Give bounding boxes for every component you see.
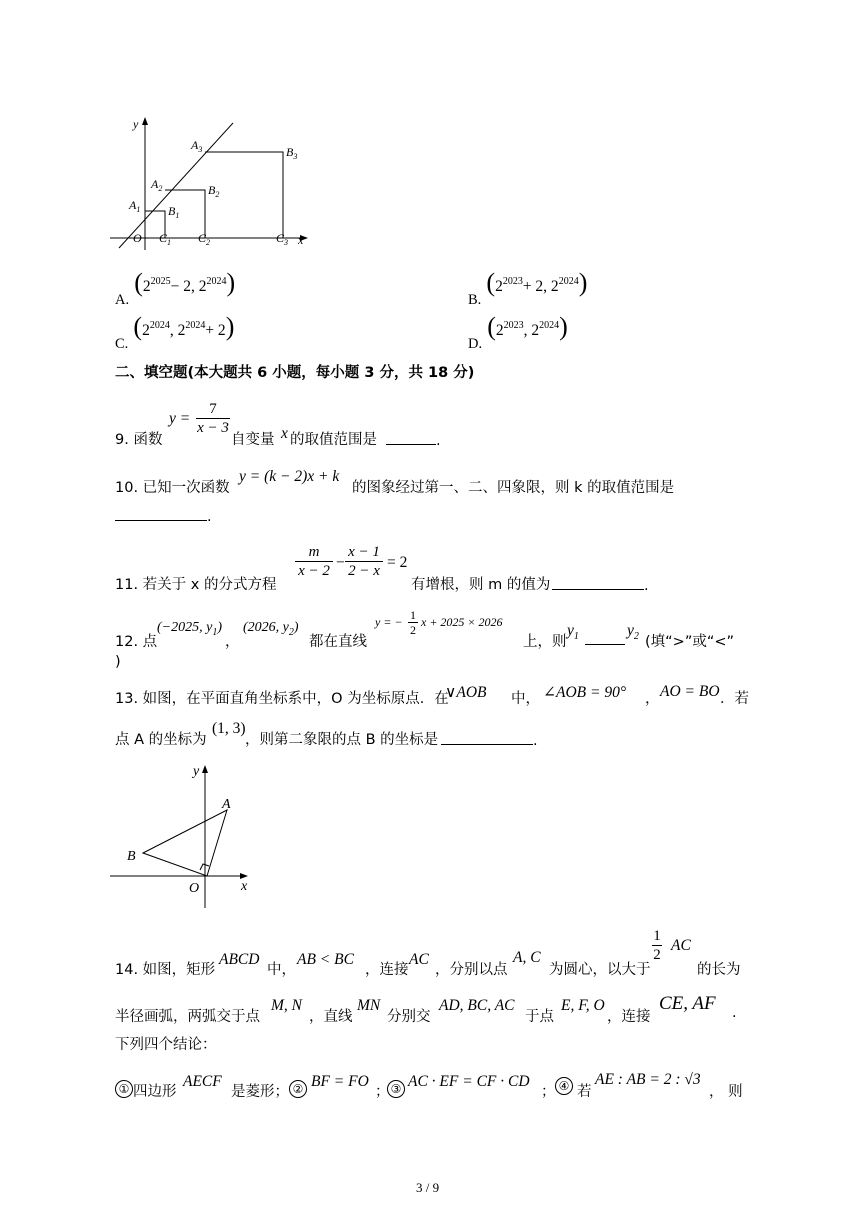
answer-blank[interactable] bbox=[441, 728, 533, 745]
label-A: A bbox=[222, 797, 231, 812]
label-C2: $C_2$ bbox=[198, 231, 211, 247]
answer-blank[interactable] bbox=[386, 428, 436, 445]
origin-label: O bbox=[189, 881, 200, 896]
label-B1: $B_1$ bbox=[168, 204, 180, 220]
answer-blank[interactable] bbox=[115, 506, 207, 521]
x-axis-label: x bbox=[298, 233, 304, 247]
option-d: D. ($2^{2023}$, $2^{2024}$) bbox=[468, 312, 568, 352]
section-heading: 二、填空题(本大题共 6 小题，每小题 3 分，共 18 分) bbox=[115, 365, 475, 381]
label-A1: $A_1$ bbox=[129, 198, 141, 214]
page-number: 3 / 9 bbox=[416, 1180, 440, 1195]
question-14: 14. 如图，矩形 ABCD 中， AB < BC ，连接 AC ，分别以点 A, C 为圆心，以大于 1 2 AC 的长为 半径画弧，两弧交于点 M, N ，直线 MN 分别交 AD, BC, AC 于点 E, F, O ，连接 CE, AF . 下列四个结论： ① 四边形 AECF 是菱形； ② BF = FO ； ③ AC · EF = CF · CD ； ④ 若 AE : AB = 2 : √3 ， 则 bbox=[115, 928, 743, 1100]
option-c: C. ($2^{2024}$, $2^{2024}+ 2$) bbox=[115, 312, 235, 352]
label-B3: $B_3$ bbox=[286, 145, 298, 161]
staircase-figure bbox=[105, 108, 315, 250]
x-axis-label: x bbox=[241, 879, 248, 894]
triangle-aob-figure bbox=[105, 760, 265, 910]
question-9: 9. 函数 y = 7 x − 3 自变量 x 的取值范围是 . bbox=[115, 401, 441, 449]
label-C3: $C_3$ bbox=[276, 231, 289, 247]
origin-label: O bbox=[133, 231, 142, 245]
answer-blank[interactable] bbox=[552, 573, 644, 590]
question-10: 10. 已知一次函数 y = (k − 2)x + k 的图象经过第一、二、四象限，则 k 的取值范围是 . bbox=[115, 468, 675, 525]
fraction-7-over-x-3: 7 x − 3 bbox=[197, 401, 229, 436]
y-axis-label: y bbox=[193, 764, 200, 779]
option-b: B. ($2^{2023}+ 2$, $2^{2024}$) bbox=[468, 268, 588, 308]
question-12: 12. 点 (−2025, $y_1$) ， (2026, $y_2$) 都在直线 y = − 1 2 x + 2025 × 2026 上，则 $y_1$ $y_2$ (填“>”或“<” ) bbox=[115, 608, 735, 670]
answer-blank[interactable] bbox=[585, 630, 625, 645]
question-13: 13. 如图，在平面直角坐标系中，O 为坐标原点．在 ∨AOB 中， ∠AOB = 90° ， AO = BO ．若 点 A 的坐标为 (1, 3) ，则第二象限的点 B 的坐标是 . bbox=[115, 683, 749, 749]
label-A3: $A_3$ bbox=[191, 138, 203, 154]
label-C1: $C_1$ bbox=[159, 231, 172, 247]
label-B2: $B_2$ bbox=[208, 183, 220, 199]
y-axis-label: y bbox=[133, 117, 139, 131]
label-A2: $A_2$ bbox=[151, 177, 163, 193]
question-11: 11. 若关于 x 的分式方程 m x − 2 − x − 1 2 − x = 2 有增根，则 m 的值为 . bbox=[115, 544, 649, 594]
option-a: A. ($2^{2025}- 2$, $2^{2024}$) bbox=[115, 268, 236, 308]
label-B: B bbox=[127, 849, 136, 864]
